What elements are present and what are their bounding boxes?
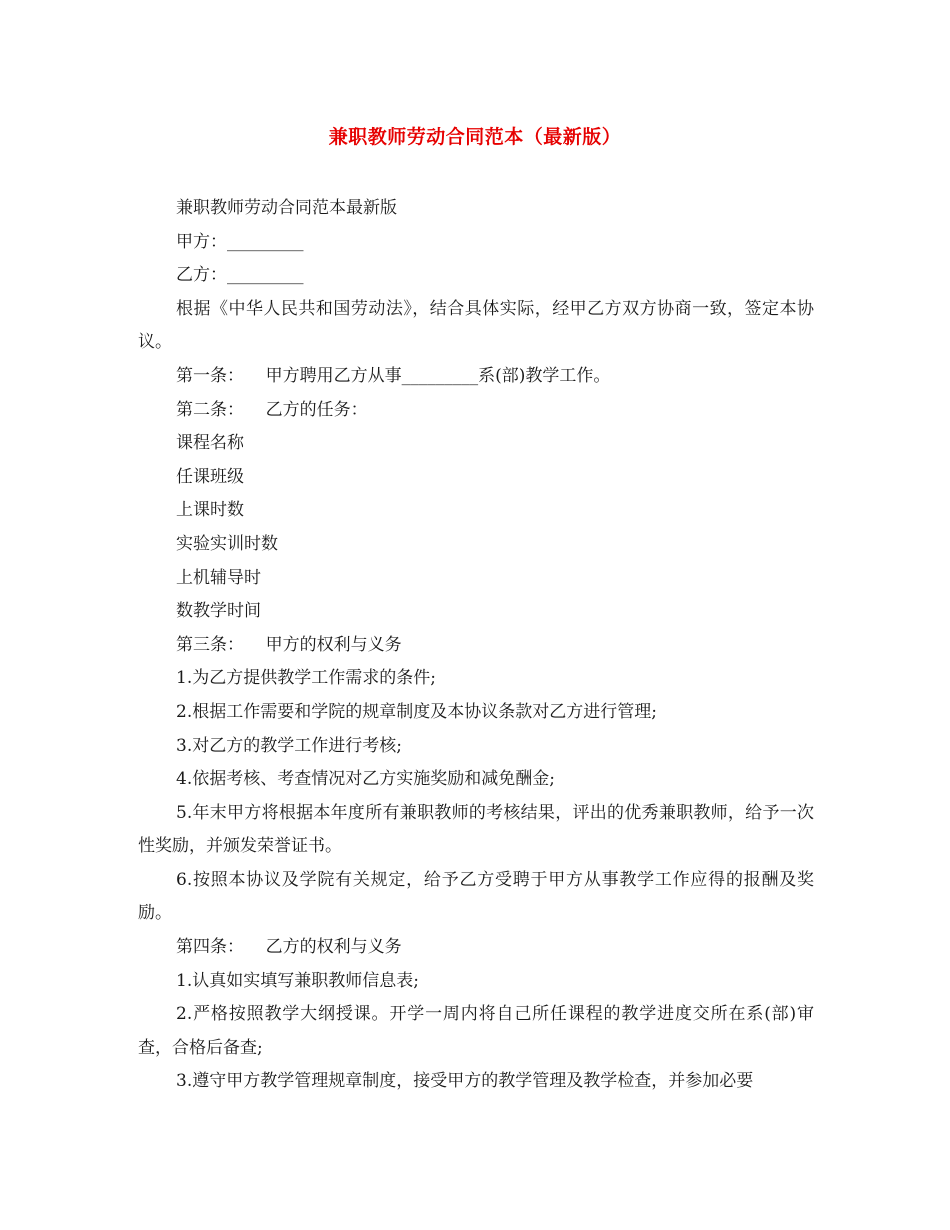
doc-paragraph: 任课班级 xyxy=(176,466,244,487)
document-body xyxy=(138,192,814,1099)
doc-paragraph: 上课时数 xyxy=(176,500,244,521)
article-4: 第四条： 乙方的权利与义务 xyxy=(176,937,402,958)
doc-paragraph: 4.依据考核、考查情况对乙方实施奖励和减免酬金; xyxy=(176,769,555,790)
doc-paragraph: 5.年末甲方将根据本年度所有兼职教师的考核结果，评出的优秀兼职教师，给予一次性奖励，并颁发荣誉证书。 xyxy=(138,802,814,857)
doc-paragraph: 1.为乙方提供教学工作需求的条件; xyxy=(176,668,436,689)
doc-paragraph: 根据《中华人民共和国劳动法》，结合具体实际，经甲乙方双方协商一致，签定本协议。 xyxy=(138,298,814,353)
doc-paragraph: 3.遵守甲方教学管理规章制度，接受甲方的教学管理及教学检查，并参加必要 xyxy=(176,1071,754,1092)
document-title: 兼职教师劳动合同范本（最新版） xyxy=(328,126,622,148)
article-1: 第一条： 甲方聘用乙方从事_________系(部)教学工作。 xyxy=(176,365,611,386)
doc-paragraph: 2.根据工作需要和学院的规章制度及本协议条款对乙方进行管理; xyxy=(176,701,657,722)
doc-paragraph: 数教学时间 xyxy=(176,601,261,622)
doc-paragraph: 上机辅导时 xyxy=(176,567,261,588)
doc-paragraph: 实验实训时数 xyxy=(176,533,278,554)
article-3: 第三条： 甲方的权利与义务 xyxy=(176,634,402,655)
party-a-line: 甲方：_________ xyxy=(176,231,304,252)
doc-paragraph: 2.严格按照教学大纲授课。开学一周内将自己所任课程的教学进度交所在系(部)审查，合格后备查; xyxy=(138,1004,814,1058)
doc-paragraph: 课程名称 xyxy=(176,433,244,454)
doc-paragraph: 3.对乙方的教学工作进行考核; xyxy=(176,735,402,756)
doc-paragraph: 兼职教师劳动合同范本最新版 xyxy=(176,198,397,218)
doc-paragraph: 1.认真如实填写兼职教师信息表; xyxy=(176,970,419,991)
article-2: 第二条： 乙方的任务： xyxy=(176,399,368,420)
party-b-line: 乙方：_________ xyxy=(176,265,304,286)
doc-paragraph: 6.按照本协议及学院有关规定，给予乙方受聘于甲方从事教学工作应得的报酬及奖励。 xyxy=(138,869,814,924)
